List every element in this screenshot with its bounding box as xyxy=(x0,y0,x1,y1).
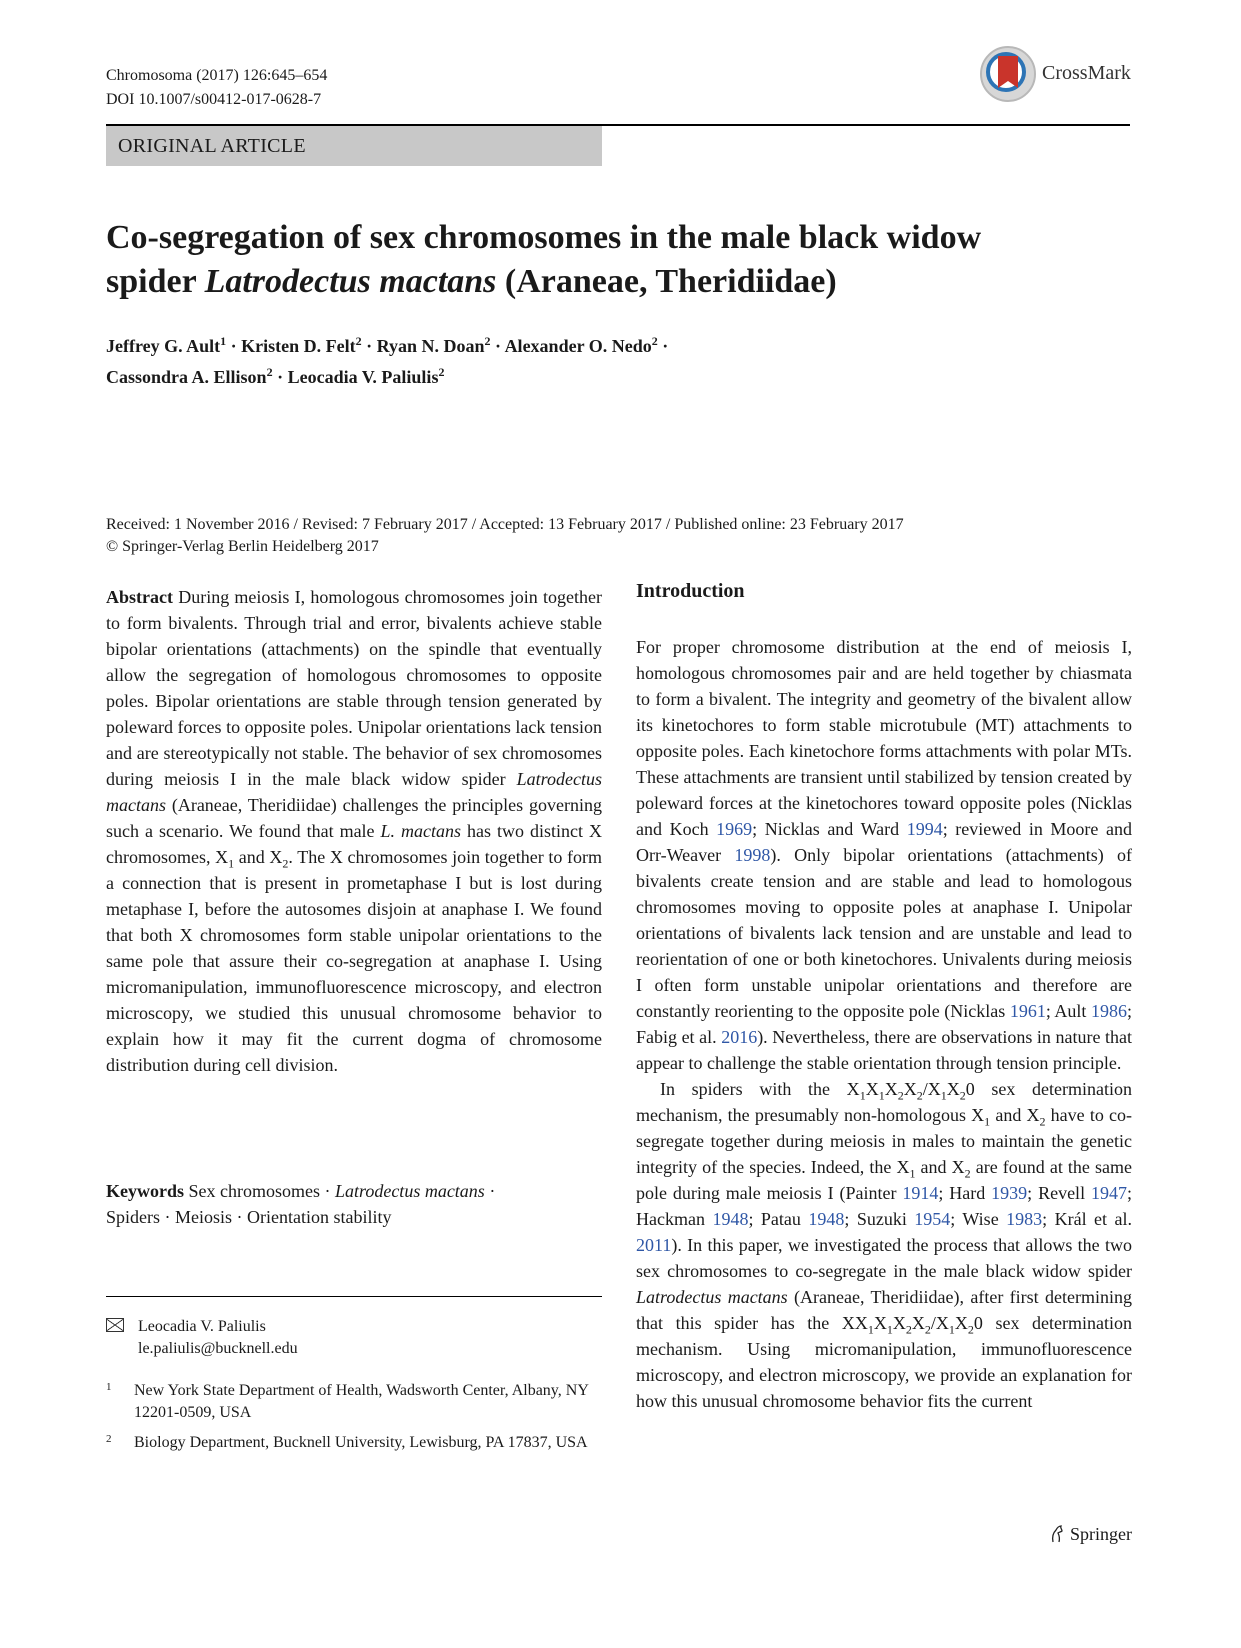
affiliation-1 xyxy=(106,1380,602,1424)
author[interactable]: Leocadia V. Paliulis$^2$ xyxy=(287,365,445,387)
publisher-name: Springer xyxy=(1070,1524,1132,1544)
paragraph: In spiders with the $X_1X_1X_2X_2/X_1X_20$ sex determination mechanism, the presumably non-homologous $X_1$ and $X_2$ have to co-segregate together during meiosis in males to maintain the genetic integrity of the species. Indeed, the $X_1$ and $X_2$ are found at the same pole during male meiosis I (Painter 1914; Hard 1939; Revell 1947; Hackman 1948; Patau 1948; Suzuki 1954; Wise 1983; Král et al. 2011). In this paper, we investigated the process that allows the two sex chromosomes to co-segregate in the male black widow spider Latrodectus mactans (Araneae, Theridiidae), after first determining that this spider has the $XX_1X_1X_2X_2/X_1X_20$ sex determination mechanism. Using micromanipulation, immunofluorescence microscopy, and electron microscopy, we provide an explanation for how this unusual chromosome behavior fits the current xyxy=(636,1079,1132,1411)
article-history xyxy=(106,514,904,558)
author[interactable]: Jeffrey G. Ault$^1$ xyxy=(106,334,227,356)
title-line-1: Co-segregation of sex chromosomes in the male black widow xyxy=(106,219,982,256)
citation-link[interactable]: 1948 xyxy=(712,1209,749,1229)
keyword[interactable]: Spiders xyxy=(106,1207,160,1227)
keywords: Keywords Sex chromosomes · Latrodectus mactans · Spiders · Meiosis · Orientation stability xyxy=(106,1181,496,1227)
author[interactable]: Kristen D. Felt$^2$ xyxy=(241,334,362,356)
affiliation-number: 2 xyxy=(106,1433,112,1445)
citation-link[interactable]: 1939 xyxy=(991,1183,1028,1203)
author-list: Jeffrey G. Ault$^1$ · Kristen D. Felt$^2$ · Ryan N. Doan$^2$ · Alexander O. Nedo$^2$ · Cassondra A. Ellison$^2$ · Leocadia V. Paliulis$^2$ xyxy=(106,334,669,387)
paragraph: For proper chromosome distribution at the end of meiosis I, homologous chromosomes pair and are held together by chiasmata to form a bivalent. The integrity and geometry of the bivalent allow its kinetochores to form stable microtubule (MT) attachments to opposite poles. Each kinetochore forms attachments with polar MTs. These attachments are transient until stabilized by tension created by poleward forces at the kinetochores toward opposite poles (Nicklas and Koch 1969; Nicklas and Ward 1994; reviewed in Moore and Orr-Weaver 1998). Only bipolar orientations (attachments) of bivalents create tension and are stable and lead to homologous chromosomes moving to opposite poles at anaphase I. Unipolar orientations of bivalents lack tension and are unstable and lead to reorientation of one or both kinetochores. Univalents during meiosis I often form unstable unipolar orientations and therefore are constantly reorienting to the opposite pole (Nicklas 1961; Ault 1986; Fabig et al. 2016). Nevertheless, there are observations in nature that appear to challenge the stable orientation through tension principle. xyxy=(636,637,1132,1073)
abstract-label: Abstract xyxy=(106,587,173,607)
author[interactable]: Ryan N. Doan$^2$ xyxy=(376,334,491,356)
crossmark-logo[interactable] xyxy=(980,46,1130,106)
citation-link[interactable]: 1986 xyxy=(1090,1001,1127,1021)
article-type-banner: ORIGINAL ARTICLE xyxy=(106,126,602,166)
keywords-label: Keywords xyxy=(106,1181,184,1201)
citation-link[interactable]: 1914 xyxy=(902,1183,939,1203)
citation-link[interactable]: 1994 xyxy=(906,819,943,839)
article-title xyxy=(106,216,1136,304)
citation-link[interactable]: 2011 xyxy=(636,1235,672,1255)
springer-horse-icon xyxy=(1050,1525,1064,1543)
title-text: spider xyxy=(106,263,205,300)
keyword[interactable]: Meiosis xyxy=(175,1207,233,1227)
citation-link[interactable]: 1998 xyxy=(734,845,771,865)
citation-link[interactable]: 1983 xyxy=(1006,1209,1043,1229)
title-text: (Araneae, Theridiidae) xyxy=(496,263,837,300)
citation-link[interactable]: 2016 xyxy=(721,1027,758,1047)
title-line-2 xyxy=(106,260,1136,304)
publisher-logo[interactable] xyxy=(1050,1524,1132,1545)
journal-reference xyxy=(106,64,327,112)
author[interactable]: Cassondra A. Ellison$^2$ xyxy=(106,365,273,387)
journal-citation: Chromosoma (2017) 126:645–654 xyxy=(106,67,328,84)
affiliation-2 xyxy=(106,1432,602,1454)
affiliation-text: New York State Department of Health, Wadsworth Center, Albany, NY 12201-0509, USA xyxy=(134,1382,589,1421)
keyword[interactable]: Sex chromosomes xyxy=(188,1181,320,1201)
corresponding-email[interactable]: le.paliulis@bucknell.edu xyxy=(138,1340,298,1357)
dates-line: Received: 1 November 2016 / Revised: 7 February 2017 / Accepted: 13 February 2017 / Published online: 23 February 2017 xyxy=(106,516,904,533)
corresponding-author: Leocadia V. Paliulis xyxy=(138,1318,266,1335)
footnote-rule xyxy=(106,1296,602,1297)
keyword[interactable]: Latrodectus mactans xyxy=(334,1181,485,1201)
author[interactable]: Alexander O. Nedo$^2$ xyxy=(504,334,658,356)
correspondence xyxy=(106,1316,602,1360)
envelope-icon xyxy=(106,1318,124,1332)
species-name: Latrodectus mactans xyxy=(204,263,497,300)
citation-link[interactable]: 1961 xyxy=(1009,1001,1046,1021)
abstract: Abstract During meiosis I, homologous chromosomes join together to form bivalents. Through trial and error, bivalents achieve stable bipolar orientations (attachments) on the spindle that eventually allow the segregation of homologous chromosomes to opposite poles. Bipolar orientations are stable through tension generated by poleward forces to opposite poles. Unipolar orientations lack tension and are stereotypically not stable. The behavior of sex chromosomes during meiosis I in the male black widow spider Latrodectus mactans (Araneae, Theridiidae) challenges the principles governing such a scenario. We found that male L. mactans has two distinct X chromosomes, $X_1$ and $X_2$. The X chromosomes join together to form a connection that is present in prometaphase I but is lost during metaphase I, before the autosomes disjoin at anaphase I. We found that both X chromosomes form stable unipolar orientations to the same pole that assure their co-segregation at anaphase I. Using micromanipulation, immunofluorescence microscopy, and electron microscopy, we studied this unusual chromosome behavior to explain how it may fit the current dogma of chromosome distribution during cell division. xyxy=(106,587,603,1075)
citation-link[interactable]: 1969 xyxy=(716,819,753,839)
citation-link[interactable]: 1947 xyxy=(1090,1183,1127,1203)
affiliation-text: Biology Department, Bucknell University, Lewisburg, PA 17837, USA xyxy=(134,1434,588,1451)
copyright: © Springer-Verlag Berlin Heidelberg 2017 xyxy=(106,538,379,555)
introduction-body xyxy=(636,634,1132,1414)
affiliation-number: 1 xyxy=(106,1381,112,1393)
keyword[interactable]: Orientation stability xyxy=(247,1207,392,1227)
citation-link[interactable]: 1948 xyxy=(808,1209,845,1229)
citation-link[interactable]: 1954 xyxy=(914,1209,951,1229)
crossmark-label: CrossMark xyxy=(1042,62,1131,84)
introduction-heading: Introduction xyxy=(636,580,745,602)
doi[interactable]: DOI 10.1007/s00412-017-0628-7 xyxy=(106,91,322,108)
